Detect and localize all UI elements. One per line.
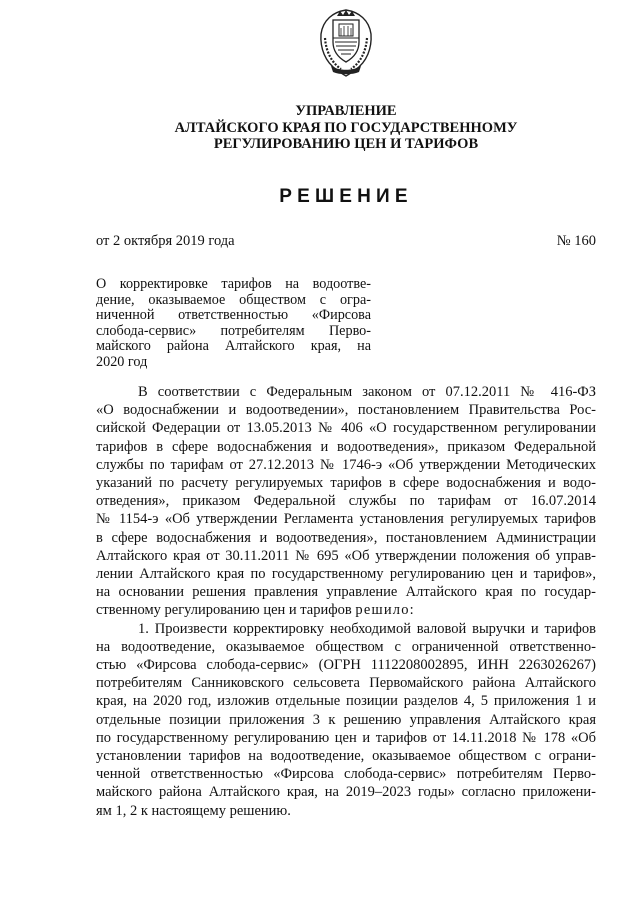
- subject-line: дение, оказываемое обществом с огра-: [96, 291, 371, 308]
- body-line: на основании решения правления управление Алтайского края по государ-: [96, 584, 596, 601]
- subject-line: майского района Алтайского края, на: [96, 338, 371, 355]
- body-line: № 1154-э «Об утверждении Регламента установления регулируемых тарифов: [96, 511, 596, 528]
- item1-line: потребителям Санниковского сельсовета Первомайского района Алтайского: [96, 675, 596, 692]
- subject-line: О корректировке тарифов на водоотве-: [96, 276, 371, 292]
- body-line: сийской Федерации от 13.05.2013 № 406 «О государственном регулировании: [96, 420, 596, 437]
- body-line: указаний по расчету регулируемых тарифов в сфере водоснабжения и водо-: [96, 475, 596, 492]
- agency-name: [96, 103, 596, 153]
- body-line: В соответствии с Федеральным законом от 07.12.2011 № 416-ФЗ: [138, 384, 596, 400]
- item1-line: отдельные позиции приложения 3 к решению управления Алтайского края: [96, 711, 596, 728]
- body-line-decision: [96, 601, 596, 619]
- agency-name-line: АЛТАЙСКОГО КРАЯ ПО ГОСУДАРСТВЕННОМУ: [174, 119, 518, 136]
- document-title: РЕШЕНИЕ: [279, 186, 413, 207]
- body-line: отведения», приказом Федеральной службы по тарифам от 16.07.2014: [96, 493, 596, 510]
- item1-line: по государственному регулированию цен и тарифов от 14.11.2018 № 178 «Об: [96, 729, 596, 746]
- item1-line: ченной ответственностью «Фирсова слобода-сервис» потребителям Перво-: [96, 766, 596, 783]
- document-date: от 2 октября 2019 года: [96, 233, 235, 249]
- agency-name-line: РЕГУЛИРОВАНИЮ ЦЕН И ТАРИФОВ: [213, 136, 479, 152]
- altai-coat-of-arms-emblem: [317, 8, 375, 78]
- subject-line: ниченной ответственностью «Фирсова: [96, 307, 371, 324]
- decided-colon: :: [409, 602, 414, 619]
- document-subject: [96, 277, 371, 371]
- item1-line: установлении тарифов на водоотведение, оказываемое обществом с ограни-: [96, 748, 596, 765]
- body-line: службы по тарифам от 27.12.2013 № 1746-э «Об утверждении Методических: [96, 456, 596, 473]
- item1-line: стью «Фирсова слобода-сервис» (ОГРН 1112208002895, ИНН 2263026267): [96, 657, 596, 674]
- body-line: тарифов в сфере водоснабжения и водоотведения», приказом Федеральной: [96, 438, 596, 455]
- subject-line: 2020 год: [96, 353, 148, 370]
- body-line: в сфере водоснабжения и водоотведения», постановлением Администрации: [96, 529, 596, 546]
- body-line: лении Алтайского края по государственному регулированию цен и тарифов»,: [96, 566, 596, 583]
- subject-line: слобода-сервис» потребителям Перво-: [96, 322, 371, 339]
- item1-line: ям 1, 2 к настоящему решению.: [96, 802, 291, 819]
- body-line: «О водоснабжении и водоотведении», постановлением Правительства Рос-: [96, 402, 596, 419]
- agency-name-line: УПРАВЛЕНИЕ: [295, 103, 397, 119]
- item1-line: на водоотведение, оказываемое обществом с ограниченной ответственно-: [96, 638, 596, 655]
- document-number: № 160: [556, 233, 596, 249]
- body-line: Алтайского края от 30.11.2011 № 695 «Об утверждении положения об управ-: [96, 547, 596, 564]
- body-line-prefix: ственному регулированию цен и тарифов: [96, 602, 356, 619]
- item1-line: майского района Алтайского края, на 2019–2023 годы» согласно приложени-: [96, 784, 596, 801]
- item1-line: края, на 2020 год, изложив отдельные позиции разделов 4, 5 приложения 1 и: [96, 693, 596, 710]
- date-number-row: [96, 232, 596, 250]
- item1-line: 1. Произвести корректировку необходимой валовой выручки и тарифов: [138, 620, 596, 637]
- decided-word: решило: [355, 602, 410, 619]
- document-body: [96, 383, 596, 820]
